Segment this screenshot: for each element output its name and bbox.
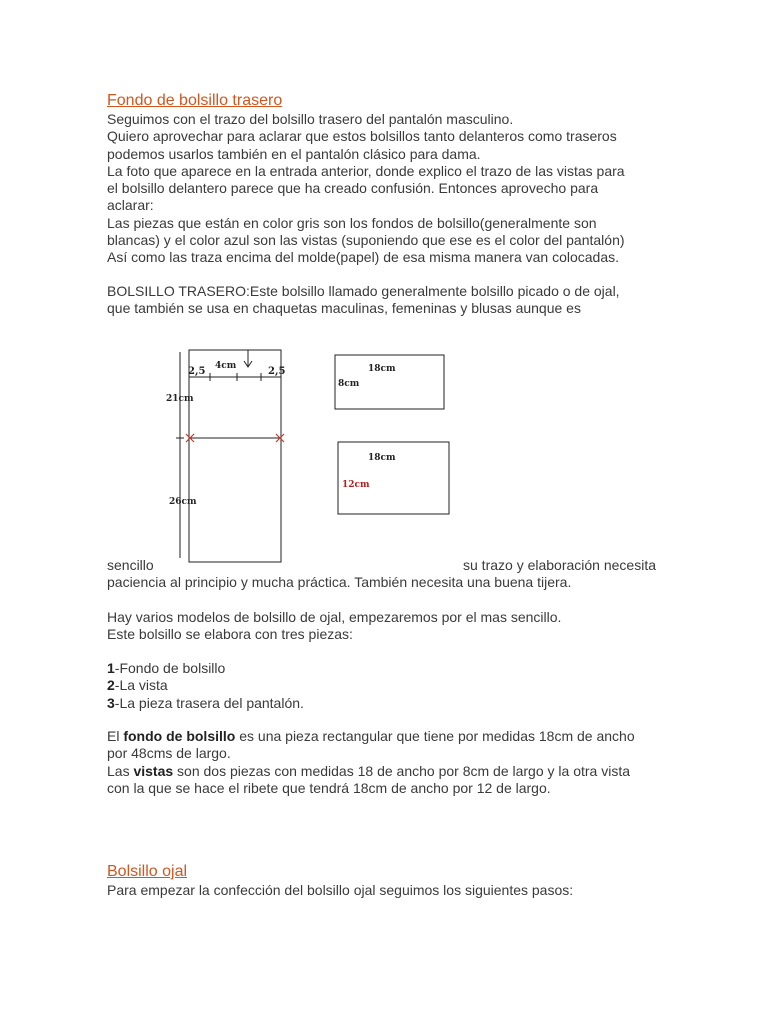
ojal-paragraph xyxy=(107,882,667,899)
pattern-diagram xyxy=(160,340,480,570)
section-heading-fondo: Fondo de bolsillo trasero xyxy=(107,92,283,109)
label-rect1-height: 8cm xyxy=(338,379,360,389)
list-item: 3-La pieza trasera del pantalón. xyxy=(107,694,304,711)
text-line: Las vistas son dos piezas con medidas 18 de ancho por 8cm de largo y la otra vista xyxy=(107,762,630,779)
paciencia-text: paciencia al principio y mucha práctica. También necesita una buena tijera. xyxy=(107,574,572,590)
text-line: con la que se hace el ribete que tendrá 18cm de ancho por 12 de largo. xyxy=(107,779,551,796)
text-line: Hay varios modelos de bolsillo de ojal, empezaremos por el mas sencillo. xyxy=(107,609,562,625)
intro-paragraph xyxy=(107,111,667,267)
section-heading-ojal: Bolsillo ojal xyxy=(107,863,188,880)
text-line: por 48cms de largo. xyxy=(107,745,231,762)
label-2-5-left: 2,5 xyxy=(188,366,206,377)
text-line: BOLSILLO TRASERO:Este bolsillo llamado generalmente bolsillo picado o de ojal, xyxy=(107,283,620,299)
sencillo-continuation: su trazo y elaboración necesita xyxy=(463,557,656,573)
text-line: Este bolsillo se elabora con tres piezas: xyxy=(107,626,353,643)
text-line: Quiero aprovechar para aclarar que estos bolsillos tanto delanteros como traseros xyxy=(107,128,617,145)
sencillo-text: sencillo xyxy=(107,557,154,573)
label-21cm: 21cm xyxy=(166,394,194,404)
text-line: El fondo de bolsillo es una pieza rectangular que tiene por medidas 18cm de ancho xyxy=(107,728,635,744)
text-line: aclarar: xyxy=(107,197,154,214)
text-line: Así como las traza encima del molde(papel) de esa misma manera van colocadas. xyxy=(107,249,620,266)
bolsillo-trasero-paragraph xyxy=(107,283,667,318)
text-line: La foto que aparece en la entrada anterior, donde explico el trazo de las vistas para xyxy=(107,162,625,179)
modelos-paragraph xyxy=(107,609,667,644)
text-line: el bolsillo delantero parece que ha creado confusión. Entonces aprovecho para xyxy=(107,180,599,197)
text-line: Para empezar la confección del bolsillo ojal seguimos los siguientes pasos: xyxy=(107,882,574,898)
label-26cm: 26cm xyxy=(169,497,197,507)
text-line: Seguimos con el trazo del bolsillo trasero del pantalón masculino. xyxy=(107,111,514,127)
pieces-list xyxy=(107,660,667,712)
text-line: que también se usa en chaquetas maculinas, femeninas y blusas aunque es xyxy=(107,300,581,317)
list-item: 2-La vista xyxy=(107,677,168,694)
label-rect1-width: 18cm xyxy=(368,364,396,374)
list-item: 1-Fondo de bolsillo xyxy=(107,660,226,676)
label-2-5-right: 2,5 xyxy=(268,366,286,377)
label-rect2-height: 12cm xyxy=(342,480,370,490)
text-line: blancas) y el color azul son las vistas (suponiendo que ese es el color del pantalón) xyxy=(107,232,625,249)
label-4cm: 4cm xyxy=(215,361,237,371)
back-pocket-piece xyxy=(189,350,281,562)
text-line: podemos usarlos también en el pantalón clásico para dama. xyxy=(107,145,481,162)
label-rect2-width: 18cm xyxy=(368,453,396,463)
text-line: Las piezas que están en color gris son los fondos de bolsillo(generalmente son xyxy=(107,214,597,231)
medidas-paragraph xyxy=(107,728,667,797)
